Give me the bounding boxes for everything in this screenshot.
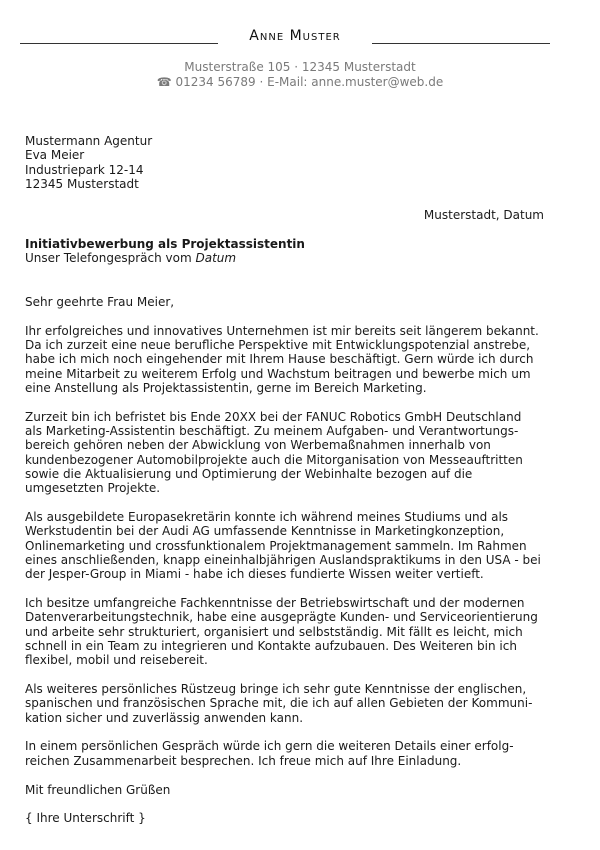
body-line: Ihr erfolgreiches und innovatives Unternehmen ist mir bereits seit längerem bekannt.	[25, 323, 539, 338]
body-line: umgesetzten Projekte.	[25, 481, 161, 496]
subject-reference	[25, 251, 305, 265]
body-line: habe ich mich noch eingehender mit Ihrem Hause beschäftigt. Gern würde ich durch	[25, 352, 534, 367]
body-line: Datenverarbeitungstechnik, habe eine ausgeprägte Kunden- und Serviceorientierung	[25, 610, 538, 625]
subject-reference-text: Unser Telefongespräch vom	[25, 251, 196, 266]
letter-body	[25, 295, 570, 826]
body-line: schnell in ein Team zu integrieren und Kontakte aufzubauen. Des Weiteren bin ich	[25, 638, 517, 653]
body-line: Da ich zurzeit eine neue berufliche Perspektive mit Entwicklungspotenzial anstrebe,	[25, 338, 531, 353]
letterhead-rule-right	[372, 43, 550, 44]
sender-address: Musterstraße 105 · 12345 Musterstadt	[184, 60, 416, 74]
recipient-line: 12345 Musterstadt	[25, 176, 139, 191]
recipient-line: Industriepark 12-14	[25, 162, 144, 177]
body-line: sowie die Aktualisierung und Optimierung der Webinhalte bezogen auf die	[25, 466, 473, 481]
body-line: spanischen und französischen Sprache mit, die ich auf allen Gebieten der Kommuni-	[25, 696, 533, 711]
body-line: und arbeite sehr strukturiert, organisiert und selbstständig. Mit fällt es leicht, mich	[25, 624, 523, 639]
letterhead	[0, 26, 600, 56]
paragraph	[25, 739, 570, 768]
body-line: Als ausgebildete Europasekretärin konnte ich während meines Studiums und als	[25, 510, 509, 525]
body-line: eines anschließenden, knapp eineinhalbjährigen Auslandspraktikums in den USA - bei	[25, 552, 541, 567]
body-line: flexibel, mobil und reisebereit.	[25, 653, 208, 668]
recipient-line: Mustermann Agentur	[25, 134, 153, 148]
body-line: reichen Zusammenarbeit besprechen. Ich freue mich auf Ihre Einladung.	[25, 753, 462, 768]
paragraph	[25, 510, 570, 581]
salutation: Sehr geehrte Frau Meier,	[25, 295, 175, 309]
body-line: Ich besitze umfangreiche Fachkenntnisse der Betriebswirtschaft und der modernen	[25, 596, 525, 611]
body-line: kation sicher und zuverlässig anwenden kann.	[25, 710, 304, 725]
paragraph	[25, 596, 570, 667]
subject-title: Initiativbewerbung als Projektassistentin	[25, 237, 305, 251]
place-date: Musterstadt, Datum	[423, 208, 544, 222]
letterhead-rule-left	[20, 43, 218, 44]
body-line: als Marketing-Assistentin beschäftigt. Zu meinem Aufgaben- und Verantwortungs-	[25, 424, 519, 439]
body-line: Werkstudentin bei der Audi AG umfassende Kenntnisse in Marketingkonzeption,	[25, 524, 505, 539]
paragraph	[25, 410, 570, 496]
recipient-address	[25, 134, 152, 191]
paragraph	[25, 682, 570, 725]
body-line: kundenbezogener Automobilprojekte auch die Mitorganisation von Messeauftritten	[25, 452, 523, 467]
body-line: meine Mitarbeit zu weiterem Erfolg und Wachstum beitragen und bewerbe mich um	[25, 366, 531, 381]
sender-name: Anne Muster	[249, 28, 341, 44]
sender-contact: ☎ 01234 56789 · E-Mail: anne.muster@web.de	[156, 75, 444, 89]
body-line: Zurzeit bin ich befristet bis Ende 20XX bei der FANUC Robotics GmbH Deutschland	[25, 409, 522, 424]
subject-reference-date: Datum	[195, 251, 237, 266]
paragraph	[25, 324, 570, 395]
body-line: eine Anstellung als Projektassistentin, gerne im Bereich Marketing.	[25, 380, 427, 395]
body-line: Onlinemarketing und crossfunktionalem Projektmanagement sammeln. Im Rahmen	[25, 538, 527, 553]
body-line: der Jesper-Group in Miami - habe ich dieses fundierte Wissen weiter vertieft.	[25, 567, 484, 582]
subject-block	[25, 237, 305, 266]
body-line: bereich gehören neben der Abwicklung von Werbemaßnahmen innerhalb von	[25, 438, 491, 453]
signature-placeholder: { Ihre Unterschrift }	[25, 811, 146, 826]
recipient-line: Eva Meier	[25, 148, 85, 163]
body-line: In einem persönlichen Gespräch würde ich gern die weiteren Details einer erfolg-	[25, 739, 514, 754]
body-line: Als weiteres persönliches Rüstzeug bringe ich sehr gute Kenntnisse der englischen,	[25, 682, 527, 697]
closing: Mit freundlichen Grüßen	[25, 782, 171, 797]
